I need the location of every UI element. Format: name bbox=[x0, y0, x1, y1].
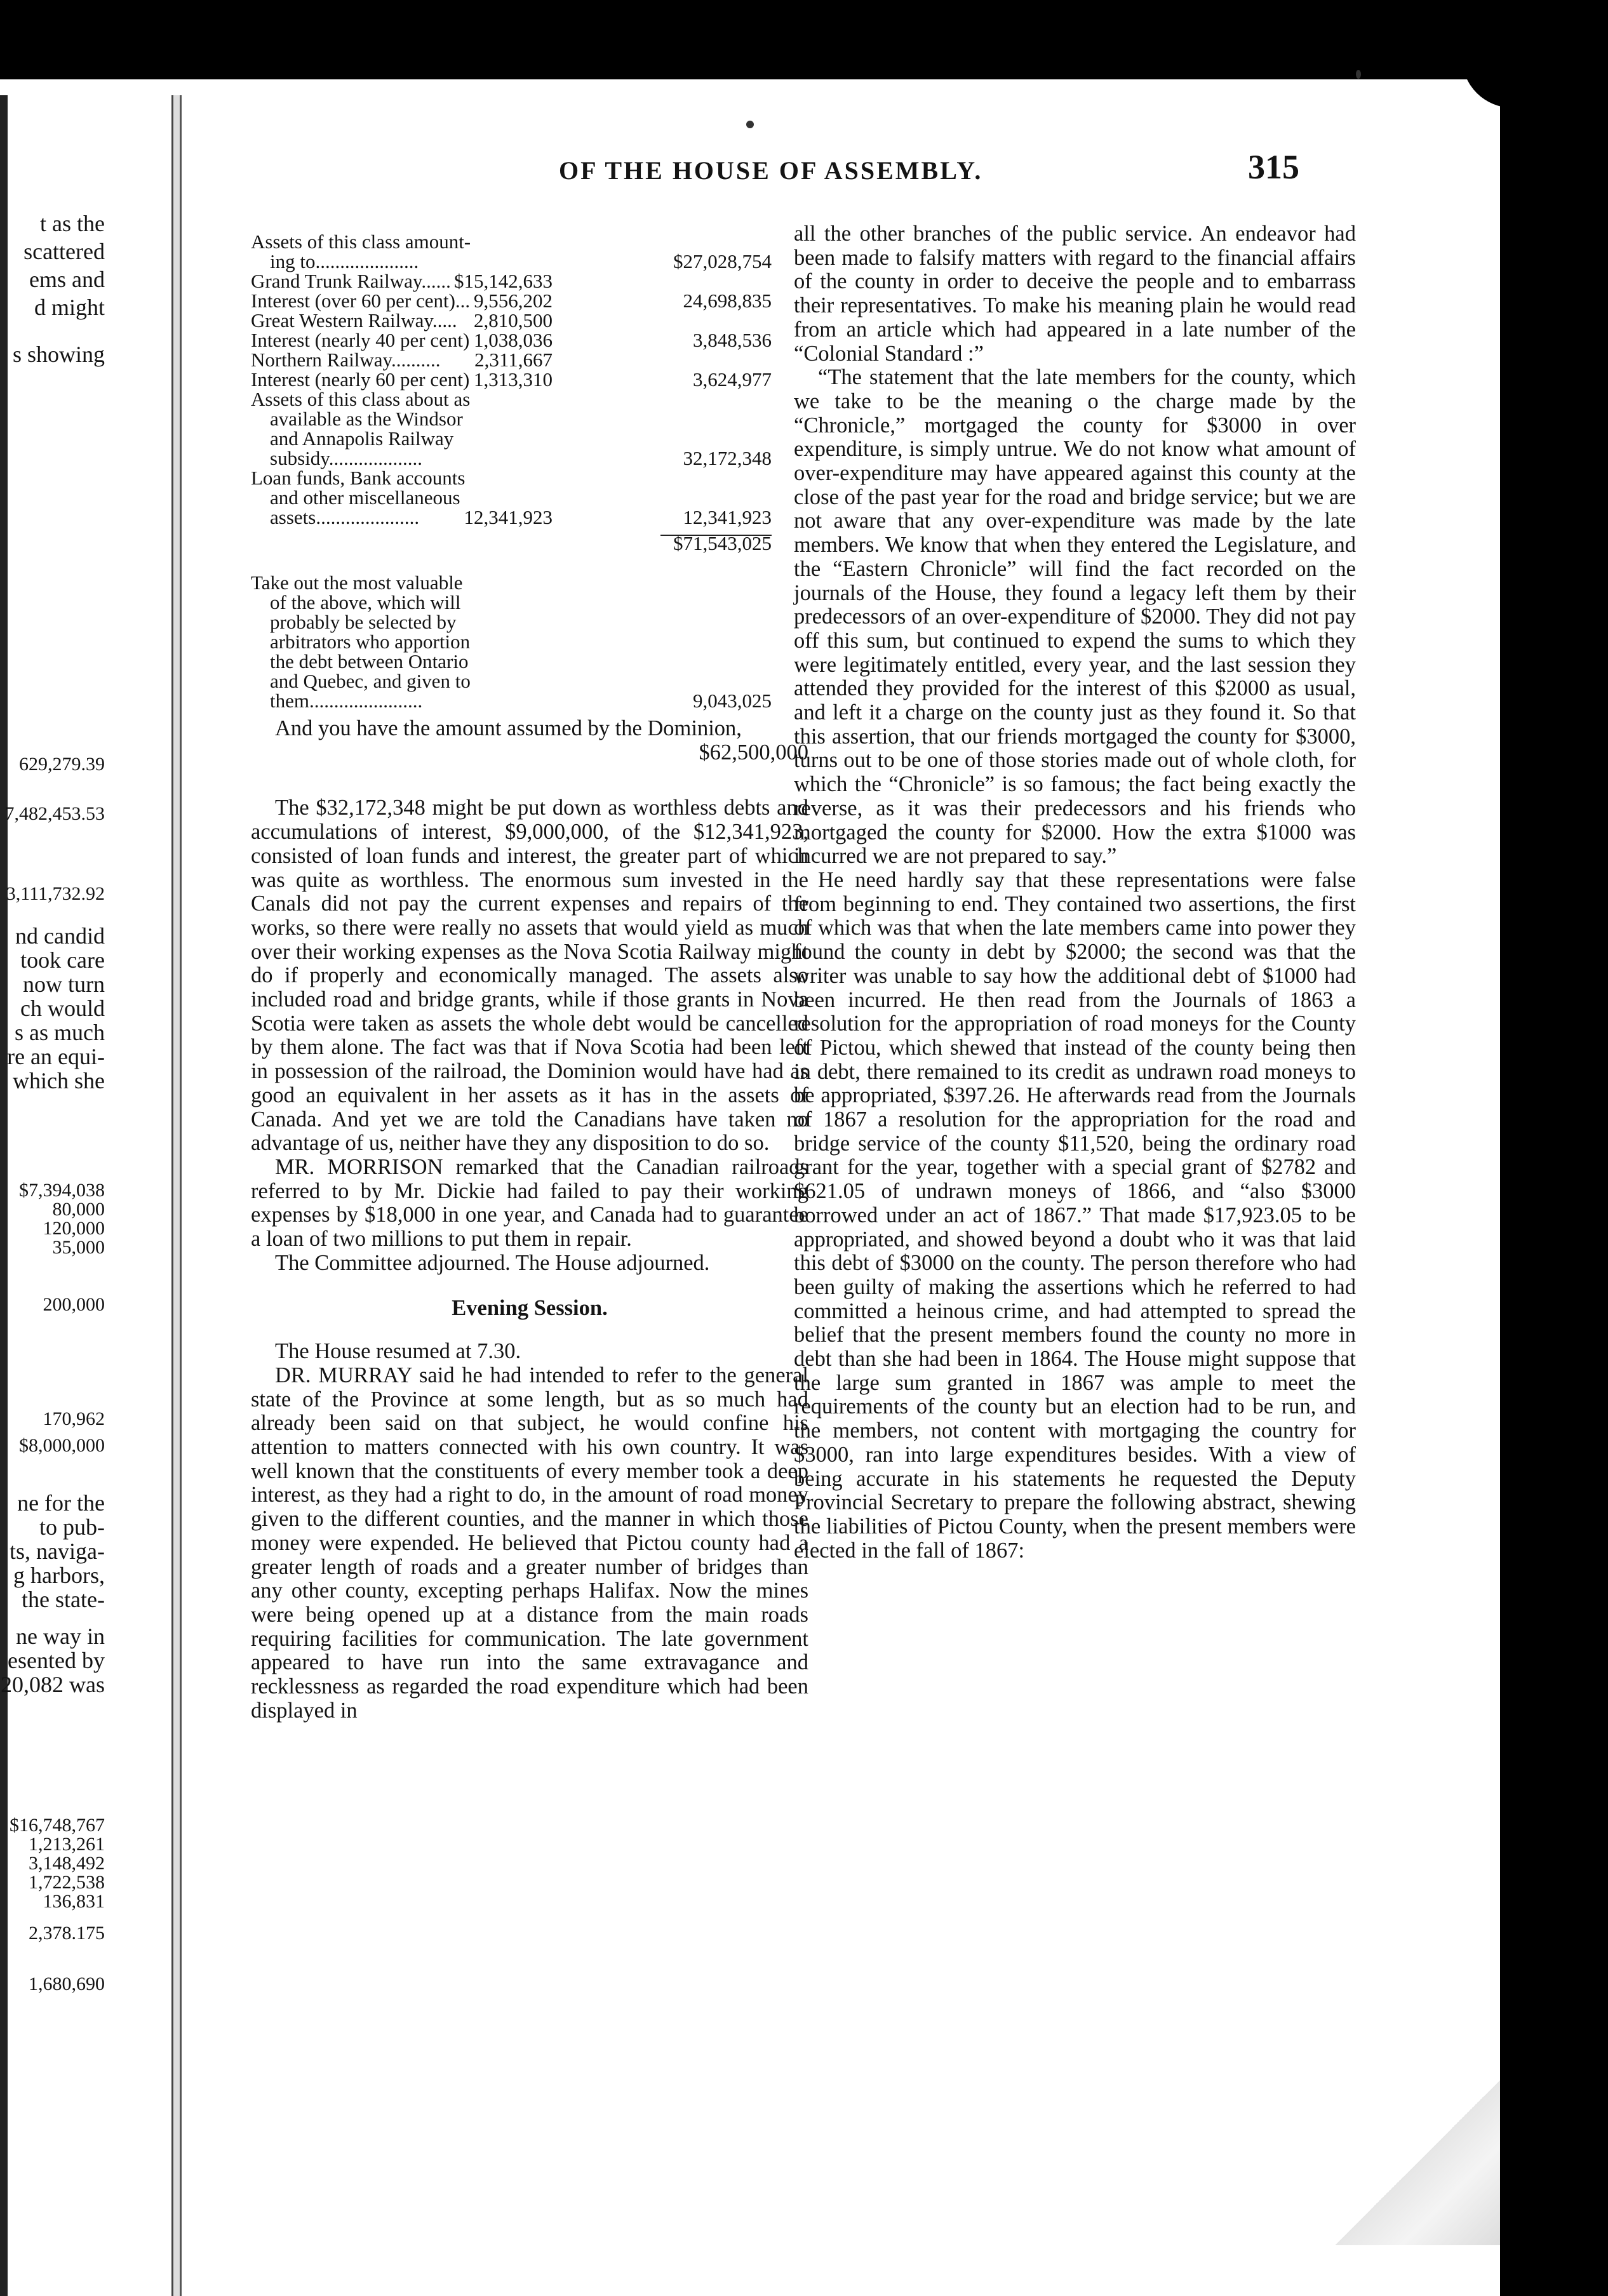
row-value: 9,556,202 bbox=[474, 290, 553, 312]
value: 136,831 bbox=[43, 1891, 105, 1912]
page-fold bbox=[1335, 2080, 1500, 2245]
assumed-value: $62,500,000 bbox=[699, 740, 808, 764]
table-row bbox=[251, 691, 772, 711]
row-value: $71,543,025 bbox=[673, 532, 772, 554]
previous-paragraph bbox=[0, 924, 105, 1093]
table-row bbox=[251, 488, 772, 507]
row-value: 1,313,310 bbox=[474, 368, 553, 390]
table-row bbox=[251, 271, 772, 291]
text-fragment: re an equi- bbox=[7, 1044, 105, 1069]
row-label: the debt between Ontario bbox=[270, 650, 469, 672]
text-fragment: t as the bbox=[40, 211, 105, 236]
text-fragment: to pub- bbox=[39, 1514, 105, 1540]
value: 2,378.175 bbox=[29, 1923, 105, 1944]
page-number: 315 bbox=[1248, 148, 1299, 186]
value: 35,000 bbox=[52, 1237, 105, 1258]
row-label: Grand Trunk Railway...... bbox=[251, 270, 451, 292]
row-label: Assets of this class about as bbox=[251, 388, 471, 410]
value: 1,680,690 bbox=[29, 1973, 105, 1994]
row-label: Northern Railway.......... bbox=[251, 349, 441, 371]
row-value: 1,038,036 bbox=[474, 329, 553, 351]
text-fragment: nd candid bbox=[15, 923, 105, 949]
row-value: 32,172,348 bbox=[683, 447, 772, 469]
text-fragment: the state- bbox=[22, 1587, 105, 1612]
table-row bbox=[251, 671, 772, 691]
row-value: 3,848,536 bbox=[693, 329, 772, 351]
row-label: and Quebec, and given to bbox=[270, 670, 471, 692]
row-label: of the above, which will bbox=[270, 591, 461, 613]
row-label: Interest (nearly 60 per cent) bbox=[251, 368, 470, 390]
table-row bbox=[251, 330, 772, 350]
paragraph: He need hardly say that these representations were false from beginning to end. They contained two assertions, the first of which was that when the late members came into power they found the county in debt by $2000; the second was that the writer was unable to say how the additional debt of $1000 had been incurred. He then read from the Journals of 1863 a resolution for the appropriation of road moneys for the County of Pictou, which shewed that instead of the county being then in debt, there remained to its credit as undrawn road moneys to be appropriated, $397.26. He afterwards read from the Journals of 1867 a resolution for the appropriation for the road and bridge service of the county $11,520, being the ordinary road grant for the year, together with a special grant of $2782 and $621.05 of undrawn moneys of 1866, and “also $3000 borrowed under an act of 1867.” That made $17,923.05 to be appropriated, and showed beyond a doubt who it was that laid this debt of $3000 on the county. The person therefore who had been guilty of making the assertions which he referred to had committed a heinous crime, and had attempted to spread the belief that the present members found the county no more in debt than she had been in 1864. The House might suppose that the large sum granted in 1867 was ample to meet the requirements of the county but an election had to be run, and the members, not content with mortgaging the country for $3000, ran into large expenditures besides. With a view of being accurate in his statements he requested the Deputy Provincial Secretary to prepare the following abstract, shewing the liabilities of Pictou County, when the present members were elected in the fall of 1867: bbox=[794, 867, 1356, 1563]
paragraph: MR. MORRISON remarked that the Canadian railroads referred to by Mr. Dickie had failed to pay their working expenses by $18,000 in one year, and Canada had to guarantee a loan of two millions to put them in repair. bbox=[251, 1154, 808, 1251]
text-fragment: g harbors, bbox=[13, 1563, 105, 1588]
row-value: 9,043,025 bbox=[693, 690, 772, 712]
total-value: 3,111,732.92 bbox=[6, 883, 105, 904]
table-row bbox=[251, 651, 772, 671]
column-gutter bbox=[171, 95, 182, 2296]
previous-page-column bbox=[0, 210, 105, 368]
row-label: Take out the most valuable bbox=[251, 571, 463, 594]
table-row bbox=[251, 632, 772, 651]
value: $16,748,767 bbox=[10, 1815, 105, 1836]
row-value: 2,810,500 bbox=[474, 309, 553, 331]
value: 120,000 bbox=[43, 1218, 105, 1239]
text-fragment: ne for the bbox=[17, 1490, 105, 1516]
scan-border-right bbox=[1500, 0, 1608, 2296]
table-row bbox=[251, 592, 772, 612]
total-value: 7,482,453.53 bbox=[4, 803, 105, 824]
table-row bbox=[251, 291, 772, 310]
row-label: them....................... bbox=[270, 690, 423, 712]
row-label: and other miscellaneous bbox=[270, 486, 460, 509]
row-value: 24,698,835 bbox=[683, 290, 772, 312]
row-label: and Annapolis Railway bbox=[270, 427, 454, 450]
right-column bbox=[794, 222, 1356, 1563]
table-row bbox=[251, 389, 772, 409]
text-fragment: 20,082 was bbox=[1, 1672, 105, 1697]
text-fragment: ems and bbox=[29, 267, 105, 292]
value: $7,394,038 bbox=[19, 1180, 105, 1201]
assets-table bbox=[251, 232, 772, 711]
section-heading: Evening Session. bbox=[452, 1296, 608, 1321]
middle-column bbox=[251, 717, 808, 1723]
value: 200,000 bbox=[43, 1294, 105, 1315]
text-fragment: which she bbox=[13, 1068, 105, 1093]
row-label: probably be selected by bbox=[270, 611, 457, 633]
paragraph: The $32,172,348 might be put down as worthless debts and accumulations of interest, $9,000,000, of the $12,341,923, consisted of loan funds and interest, the greater part of which was quite as worthless. The enormous sum invested in the Canals did not pay the current expenses and repairs of the works, so there were really no assets that would yield as much over their working expenses as the Nova Scotia Railway might do if properly and economically managed. The assets also included road and bridge grants, while if those grants in Nova Scotia were taken as assets the whole debt would be cancelled by them alone. The fact was that if Nova Scotia had been left in possession of the railroad, the Dominion would have had as good an equivalent in her assets as it has in the assets of Canada. And yet we are told the Canadians have taken no advantage of us, neither have they any disposition to do so. bbox=[251, 796, 808, 1156]
row-label: Loan funds, Bank accounts bbox=[251, 467, 466, 489]
row-label: Interest (nearly 40 per cent) bbox=[251, 329, 470, 351]
text-fragment: esented by bbox=[8, 1648, 105, 1673]
table-row bbox=[251, 573, 772, 592]
table-row bbox=[251, 409, 772, 429]
text-fragment: now turn bbox=[23, 971, 105, 997]
value: $8,000,000 bbox=[19, 1435, 105, 1456]
value: 1,722,538 bbox=[29, 1872, 105, 1893]
row-label: assets..................... bbox=[270, 506, 420, 528]
table-row bbox=[251, 612, 772, 632]
table-row bbox=[251, 350, 772, 370]
table-row bbox=[251, 310, 772, 330]
paragraph: DR. MURRAY said he had intended to refer to the general state of the Province at some length, but as so much had already been said on that subject, he would confine his attention to matters connected with his own country. It was well known that the constituents of every member took a deep interest, as they had a right to do, in the amount of road money given to the different counties, and the manner in which those money were expended. He believed that Pictou county had a greater length of roads and a greater number of bridges than any other county, excepting perhaps Halifax. Now the mines were being opened up at a distance from the main roads requiring facilities for communication. The late government appeared to have run into the same extravagance and recklessness as regarded the road expenditure which had been displayed in bbox=[251, 1363, 808, 1723]
row-label: available as the Windsor bbox=[270, 408, 463, 430]
row-value: $15,142,633 bbox=[454, 270, 553, 292]
table-row bbox=[251, 448, 772, 468]
row-value: 3,624,977 bbox=[693, 368, 772, 390]
row-value: $27,028,754 bbox=[673, 250, 772, 272]
value: 170,962 bbox=[43, 1408, 105, 1429]
assumed-line: And you have the amount assumed by the Dominion, bbox=[275, 716, 742, 740]
scan-border-top bbox=[0, 0, 1608, 79]
quoted-paragraph: “The statement that the late members for the county, which we take to be the meaning o the charge made by the “Chronicle,” mortgaged the county for $3000 in over expenditure, is simply untrue. We do not know what amount of over-expenditure may have appeared against this county at the close of the past year for the road and bridge service; but we are not aware that any over-expenditure was made by the late members. We know that when they entered the Legislature, and the “Eastern Chronicle” will find the fact recorded on the journals of the House, they found a legacy left them by their predecessors of an over-expenditure of $2000. They did not pay off this sum, but continued to expend the sums to which they were legitimately entitled, every year, and the last session they attended they provided for the interest of this $2000 as usual, and left it a charge on the county just as they found it. So that this assertion, that our friends mortgaged the county for $3000, turns out to be one of those stories made out of whole cloth, for which the “Chronicle” is so famous; the fact being exactly the reverse, as it was their predecessors and his friends who mortgaged the county for $2000. How the extra $1000 was incurred we are not prepared to say.” bbox=[794, 365, 1356, 869]
table-row bbox=[251, 232, 772, 251]
table-row bbox=[251, 429, 772, 448]
row-label: Interest (over 60 per cent)... bbox=[251, 290, 471, 312]
scan-speck bbox=[1356, 70, 1361, 79]
text-fragment: took care bbox=[20, 947, 105, 973]
text-fragment: ts, naviga- bbox=[10, 1538, 105, 1564]
table-row bbox=[251, 533, 772, 553]
table-row bbox=[251, 553, 772, 573]
row-label: arbitrators who apportion bbox=[270, 631, 471, 653]
table-row bbox=[251, 507, 772, 527]
text-fragment: scattered bbox=[23, 239, 105, 264]
table-row bbox=[251, 468, 772, 488]
text-fragment: d might bbox=[34, 295, 105, 320]
scan-speck bbox=[746, 121, 754, 128]
value: 3,148,492 bbox=[29, 1853, 105, 1874]
page-corner bbox=[1462, 57, 1513, 108]
previous-values-2 bbox=[0, 1816, 105, 1994]
row-label: ing to..................... bbox=[270, 250, 419, 272]
previous-values bbox=[0, 1181, 105, 1455]
row-label: subsidy................... bbox=[270, 447, 422, 469]
row-value: 12,341,923 bbox=[683, 506, 772, 528]
row-label: Great Western Railway..... bbox=[251, 309, 457, 331]
paragraph: The Committee adjourned. The House adjourned. bbox=[275, 1250, 710, 1275]
value: 80,000 bbox=[52, 1199, 105, 1220]
table-row bbox=[251, 251, 772, 271]
text-fragment: ch would bbox=[20, 996, 105, 1021]
value: 1,213,261 bbox=[29, 1834, 105, 1855]
text-fragment: s as much bbox=[15, 1020, 105, 1045]
row-value: 12,341,923 bbox=[464, 506, 553, 528]
text-fragment: ne way in bbox=[16, 1624, 105, 1649]
previous-totals bbox=[0, 752, 105, 906]
row-label: Assets of this class amount- bbox=[251, 230, 471, 253]
text-fragment: s showing bbox=[12, 342, 105, 367]
row-value: 2,311,667 bbox=[474, 349, 553, 371]
table-row bbox=[251, 370, 772, 389]
total-value: 629,279.39 bbox=[19, 754, 105, 775]
paragraph: all the other branches of the public service. An endeavor had been made to falsify matters with regard to the financial affairs of the county in order to deceive the people and to embarrass their representatives. To make his meaning plain he would read from an article which had appeared in a late number of the “Colonial Standard :” bbox=[794, 222, 1356, 366]
previous-paragraph-2 bbox=[0, 1491, 105, 1697]
running-header: OF THE HOUSE OF ASSEMBLY. bbox=[559, 156, 983, 185]
paragraph: The House resumed at 7.30. bbox=[275, 1339, 521, 1364]
